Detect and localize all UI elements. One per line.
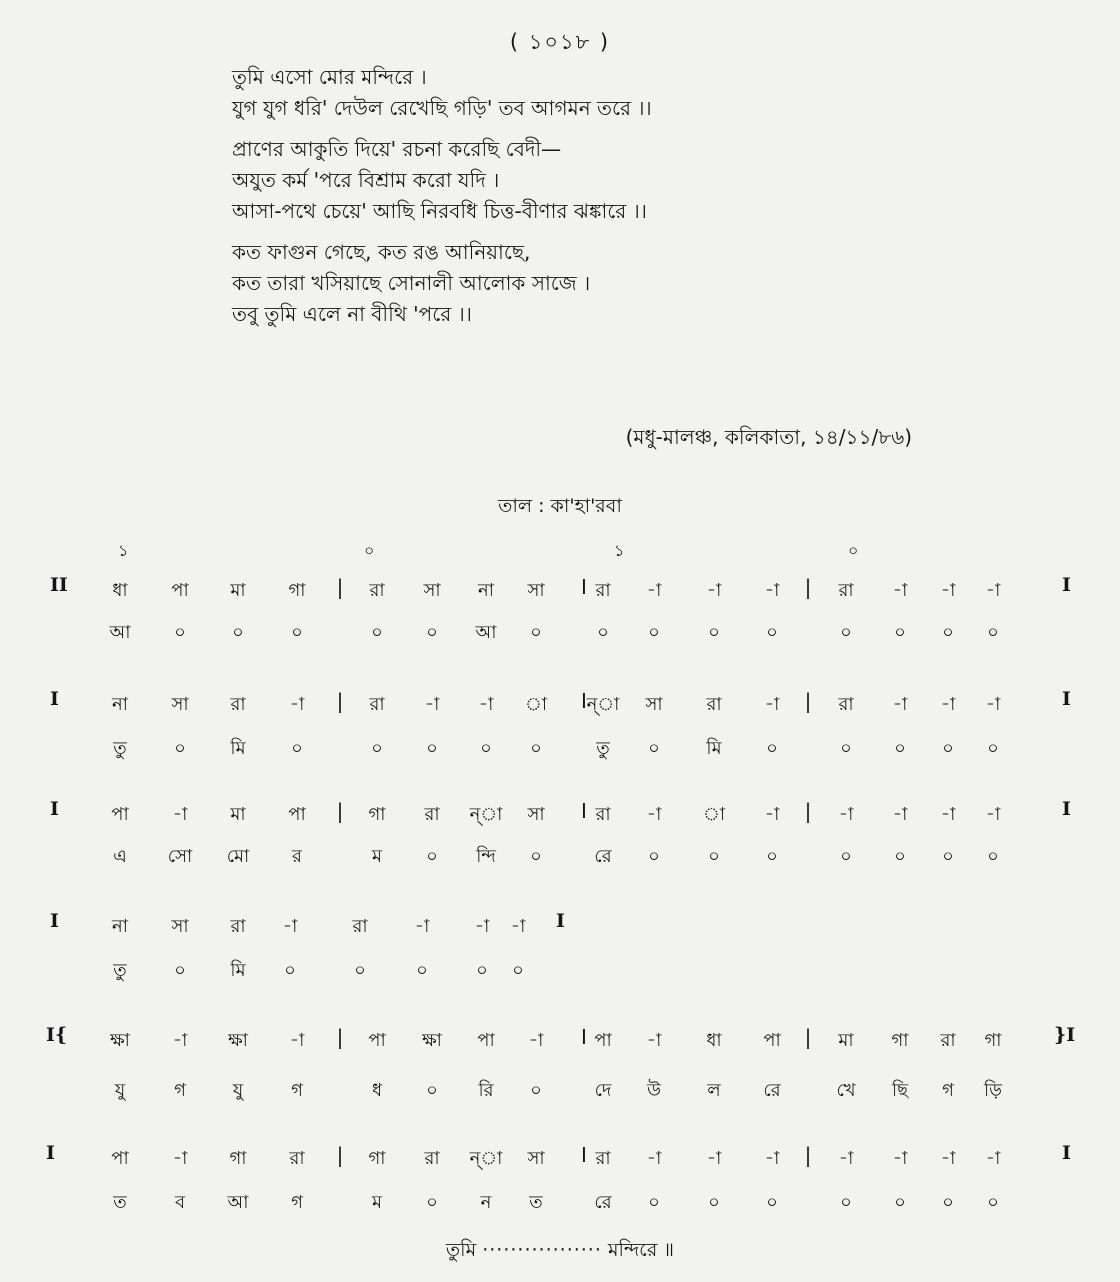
swara-note: ন্া — [586, 694, 620, 715]
swara-note: সা — [527, 580, 545, 601]
lyric-syllable: ০ — [426, 622, 438, 643]
swara-note: ন্া — [469, 804, 503, 825]
lyric-syllable: ব — [174, 1192, 186, 1213]
swara-note: গা — [368, 804, 386, 825]
measure-bar: I — [581, 1025, 587, 1049]
poem-line: আসা-পথে চেয়ে' আছি নিরবধি চিত্ত-বীণার ঝঙ্কারে ।। — [232, 199, 647, 223]
lyric-syllable: ০ — [232, 622, 244, 643]
lyric-syllable: ০ — [987, 738, 999, 759]
swara-note: পা — [171, 580, 189, 601]
lyric-syllable: ০ — [840, 1192, 852, 1213]
swara-note: -া — [646, 580, 662, 601]
swara-note: -া — [289, 1030, 305, 1051]
lyric-syllable: ম — [372, 1192, 382, 1213]
swara-note: গা — [288, 580, 306, 601]
lyric-syllable: আ — [475, 622, 497, 643]
lyric-syllable: ০ — [530, 1080, 542, 1101]
lyric-syllable: দে — [594, 1080, 612, 1101]
measure-bar: | — [804, 1025, 812, 1049]
lyric-syllable: যু — [114, 1080, 126, 1101]
swara-note: -া — [940, 804, 956, 825]
lyric-syllable: ০ — [942, 1192, 954, 1213]
line-end-symbol: I — [556, 910, 565, 932]
lyric-syllable: ০ — [942, 622, 954, 643]
lyric-syllable: ০ — [894, 738, 906, 759]
lyric-syllable: সো — [167, 846, 193, 867]
swara-note: গা — [368, 1148, 386, 1169]
lyric-syllable: গ — [291, 1192, 303, 1213]
swara-note: -া — [172, 1030, 188, 1051]
lyric-syllable: গ — [291, 1080, 303, 1101]
measure-bar: I — [581, 799, 587, 823]
beat-mark: ০ — [364, 541, 375, 560]
swara-note: গা — [229, 1148, 247, 1169]
swara-note: -া — [289, 694, 305, 715]
lyric-syllable: ০ — [894, 846, 906, 867]
beat-mark: ১ — [614, 541, 625, 560]
lyric-syllable: এ — [113, 846, 127, 867]
poem-line: অযুত কর্ম 'পরে বিশ্রাম করো যদি । — [232, 168, 500, 192]
lyric-syllable: ০ — [174, 960, 186, 981]
lyric-syllable: ০ — [371, 622, 383, 643]
swara-note: -া — [646, 1148, 662, 1169]
swara-note: -া — [838, 1148, 854, 1169]
swara-note: গা — [984, 1030, 1002, 1051]
swara-note: রা — [595, 580, 611, 601]
swara-note: -া — [706, 580, 722, 601]
lyric-syllable: ০ — [766, 738, 778, 759]
lyric-syllable: ০ — [476, 960, 488, 981]
lyric-syllable: ০ — [708, 846, 720, 867]
line-start-symbol: I{ — [46, 1024, 68, 1046]
lyric-syllable: ০ — [530, 738, 542, 759]
swara-note: া — [702, 804, 726, 825]
swara-note: না — [112, 916, 128, 937]
swara-note: ক্ষা — [422, 1030, 442, 1051]
swara-note: সা — [645, 694, 663, 715]
swara-note: ক্ষা — [110, 1030, 130, 1051]
lyric-syllable: ০ — [291, 738, 303, 759]
lyric-syllable: ০ — [648, 738, 660, 759]
line-end-symbol: }I — [1054, 1024, 1076, 1046]
swara-note: সা — [527, 1148, 545, 1169]
swara-note: পা — [111, 1148, 129, 1169]
lyric-syllable: ০ — [894, 1192, 906, 1213]
lyric-syllable: রি — [478, 1080, 494, 1101]
footer-start: তুমি — [445, 1239, 477, 1261]
swara-note: -া — [985, 1148, 1001, 1169]
lyric-syllable: ০ — [284, 960, 296, 981]
swara-note: মা — [230, 580, 246, 601]
poem — [232, 62, 652, 330]
lyric-syllable: তু — [596, 738, 610, 759]
measure-bar: | — [336, 799, 344, 823]
swara-note: -া — [510, 916, 526, 937]
swara-note: সা — [423, 580, 441, 601]
swara-note: ধা — [706, 1030, 722, 1051]
taal-label: তাল : কা'হা'রবা — [498, 495, 622, 517]
lyric-syllable: ০ — [987, 1192, 999, 1213]
lyric-syllable: ০ — [512, 960, 524, 981]
swara-note: -া — [892, 804, 908, 825]
swara-note: রা — [595, 1148, 611, 1169]
line-start-symbol: I — [46, 1142, 55, 1164]
lyric-syllable: ০ — [708, 1192, 720, 1213]
poem-line: তুমি এসো মোর মন্দিরে । — [232, 65, 427, 89]
swara-note: রা — [352, 916, 368, 937]
lyric-syllable: ন্দি — [476, 846, 496, 867]
lyric-syllable: ০ — [648, 622, 660, 643]
lyric-syllable: ০ — [426, 1192, 438, 1213]
swara-note: -া — [764, 694, 780, 715]
swara-note: -া — [892, 694, 908, 715]
lyric-syllable: ০ — [530, 622, 542, 643]
line-end-symbol: I — [1062, 688, 1071, 710]
measure-bar: | — [804, 689, 812, 713]
swara-note: রা — [838, 694, 854, 715]
lyric-syllable: ০ — [480, 738, 492, 759]
lyric-syllable: ল — [707, 1080, 721, 1101]
swara-note: রা — [289, 1148, 305, 1169]
swara-note: গা — [891, 1030, 909, 1051]
page-number: ( ১০১৮ ) — [509, 30, 611, 54]
line-start-symbol: I — [50, 798, 59, 820]
swara-note: পা — [368, 1030, 386, 1051]
lyric-syllable: ০ — [648, 1192, 660, 1213]
footer-end: মন্দিরে ॥ — [607, 1239, 675, 1261]
lyric-syllable: ছি — [891, 1080, 909, 1101]
swara-note: না — [478, 580, 494, 601]
swara-note: -া — [940, 1148, 956, 1169]
swara-note: -া — [940, 580, 956, 601]
lyric-syllable: ০ — [942, 846, 954, 867]
lyric-syllable: ০ — [291, 622, 303, 643]
swara-note: ধা — [112, 580, 128, 601]
swara-note: -া — [478, 694, 494, 715]
swara-note: রা — [595, 804, 611, 825]
lyric-syllable: ০ — [987, 622, 999, 643]
swara-note: রা — [424, 804, 440, 825]
swara-note: রা — [706, 694, 722, 715]
lyric-syllable: ০ — [174, 622, 186, 643]
swara-note: রা — [424, 1148, 440, 1169]
lyric-syllable: গ — [174, 1080, 186, 1101]
swara-note: -া — [706, 1148, 722, 1169]
lyric-syllable: ০ — [766, 846, 778, 867]
swara-note: -া — [838, 804, 854, 825]
lyric-syllable: ০ — [766, 622, 778, 643]
lyric-syllable: র — [292, 846, 302, 867]
poem-line: যুগ যুগ ধরি' দেউল রেখেছি গড়ি' তব আগমন তরে ।। — [232, 96, 652, 120]
lyric-syllable: ০ — [354, 960, 366, 981]
lyric-syllable: মি — [230, 960, 246, 981]
poem-line: প্রাণের আকুতি দিয়ে' রচনা করেছি বেদী— — [232, 137, 562, 161]
measure-bar: | — [804, 575, 812, 599]
lyric-syllable: ম — [372, 846, 382, 867]
measure-bar: | — [804, 799, 812, 823]
swara-note: -া — [764, 580, 780, 601]
measure-bar: I — [581, 689, 587, 713]
lyric-syllable: ন — [480, 1192, 492, 1213]
lyric-syllable: ০ — [894, 622, 906, 643]
lyric-syllable: ড়ি — [984, 1080, 1002, 1101]
lyric-syllable: ত — [113, 1192, 127, 1213]
swara-note: রা — [940, 1030, 956, 1051]
swara-note: -া — [414, 916, 430, 937]
lyric-syllable: ০ — [530, 846, 542, 867]
beat-mark: ০ — [848, 541, 859, 560]
swara-note: -া — [985, 694, 1001, 715]
lyric-syllable: ০ — [840, 846, 852, 867]
line-start-symbol: I — [50, 688, 59, 710]
swara-note: -া — [985, 580, 1001, 601]
swara-note: পা — [594, 1030, 612, 1051]
lyric-syllable: মি — [230, 738, 246, 759]
lyric-syllable: ০ — [987, 846, 999, 867]
swara-note: -া — [892, 580, 908, 601]
lyric-syllable: ত — [529, 1192, 543, 1213]
swara-note: পা — [111, 804, 129, 825]
lyric-syllable: আ — [109, 622, 131, 643]
swara-note: -া — [172, 804, 188, 825]
line-end-symbol: I — [1062, 574, 1071, 596]
measure-bar: | — [336, 575, 344, 599]
lyric-syllable: তু — [113, 738, 127, 759]
swara-note: -া — [424, 694, 440, 715]
swara-note: রা — [230, 916, 246, 937]
swara-note: রা — [369, 694, 385, 715]
measure-bar: | — [336, 689, 344, 713]
swara-note: -া — [528, 1030, 544, 1051]
composition-credit: (মধু-মালঞ্চ, কলিকাতা, ১৪/১১/৮৬) — [625, 425, 912, 449]
swara-note: -া — [474, 916, 490, 937]
lyric-syllable: ০ — [708, 622, 720, 643]
swara-note: ন্া — [469, 1148, 503, 1169]
lyric-syllable: ০ — [416, 960, 428, 981]
swara-note: -া — [764, 1148, 780, 1169]
lyric-syllable: ০ — [597, 622, 609, 643]
line-start-symbol: II — [50, 574, 68, 596]
lyric-syllable: ০ — [426, 738, 438, 759]
lyric-syllable: ০ — [766, 1192, 778, 1213]
lyric-syllable: ০ — [426, 1080, 438, 1101]
lyric-syllable: গ — [942, 1080, 954, 1101]
swara-note: -া — [172, 1148, 188, 1169]
measure-bar: | — [336, 1025, 344, 1049]
swara-note: -া — [764, 804, 780, 825]
swara-note: -া — [282, 916, 298, 937]
swara-note: পা — [477, 1030, 495, 1051]
lyric-syllable: ০ — [942, 738, 954, 759]
lyric-syllable: উ — [646, 1080, 662, 1101]
swara-note: রা — [838, 580, 854, 601]
line-end-symbol: I — [1062, 798, 1071, 820]
lyric-syllable: ০ — [371, 738, 383, 759]
swara-note: সা — [171, 694, 189, 715]
line-start-symbol: I — [50, 910, 59, 932]
lyric-syllable: মো — [226, 846, 250, 867]
lyric-syllable: রে — [763, 1080, 781, 1101]
beat-mark: ১ — [118, 541, 129, 560]
swara-note: মা — [230, 804, 246, 825]
measure-bar: I — [581, 575, 587, 599]
swara-note: -া — [646, 804, 662, 825]
lyric-syllable: মি — [706, 738, 722, 759]
poem-line: কত তারা খসিয়াছে সোনালী আলোক সাজে । — [232, 271, 591, 295]
lyric-syllable: ০ — [840, 622, 852, 643]
swara-note: সা — [527, 804, 545, 825]
footer-dots: ················· — [482, 1239, 602, 1261]
swara-note: -া — [646, 1030, 662, 1051]
swara-note: -া — [985, 804, 1001, 825]
lyric-syllable: আ — [227, 1192, 249, 1213]
swara-note: -া — [892, 1148, 908, 1169]
measure-bar: I — [581, 1143, 587, 1167]
swara-note: রা — [369, 580, 385, 601]
lyric-syllable: ০ — [174, 738, 186, 759]
lyric-syllable: রে — [594, 846, 612, 867]
swara-note: ক্ষা — [228, 1030, 248, 1051]
line-end-symbol: I — [1062, 1142, 1071, 1164]
lyric-syllable: রে — [594, 1192, 612, 1213]
poem-line: কত ফাগুন গেছে, কত রঙ আনিয়াছে, — [232, 240, 531, 264]
swara-note: সা — [171, 916, 189, 937]
swara-note: া — [524, 694, 548, 715]
lyric-syllable: ০ — [840, 738, 852, 759]
lyric-syllable: যু — [232, 1080, 244, 1101]
swara-note: মা — [838, 1030, 854, 1051]
lyric-syllable: ০ — [426, 846, 438, 867]
swara-note: -া — [940, 694, 956, 715]
swara-note: পা — [763, 1030, 781, 1051]
swara-note: পা — [288, 804, 306, 825]
measure-bar: | — [804, 1143, 812, 1167]
lyric-syllable: খে — [836, 1080, 856, 1101]
lyric-syllable: তু — [113, 960, 127, 981]
measure-bar: | — [336, 1143, 344, 1167]
poem-line: তবু তুমি এলে না বীথি 'পরে ।। — [232, 302, 472, 326]
lyric-syllable: ০ — [648, 846, 660, 867]
swara-note: না — [112, 694, 128, 715]
swara-note: রা — [230, 694, 246, 715]
lyric-syllable: ধ — [371, 1080, 383, 1101]
footer-line — [0, 1236, 1120, 1268]
